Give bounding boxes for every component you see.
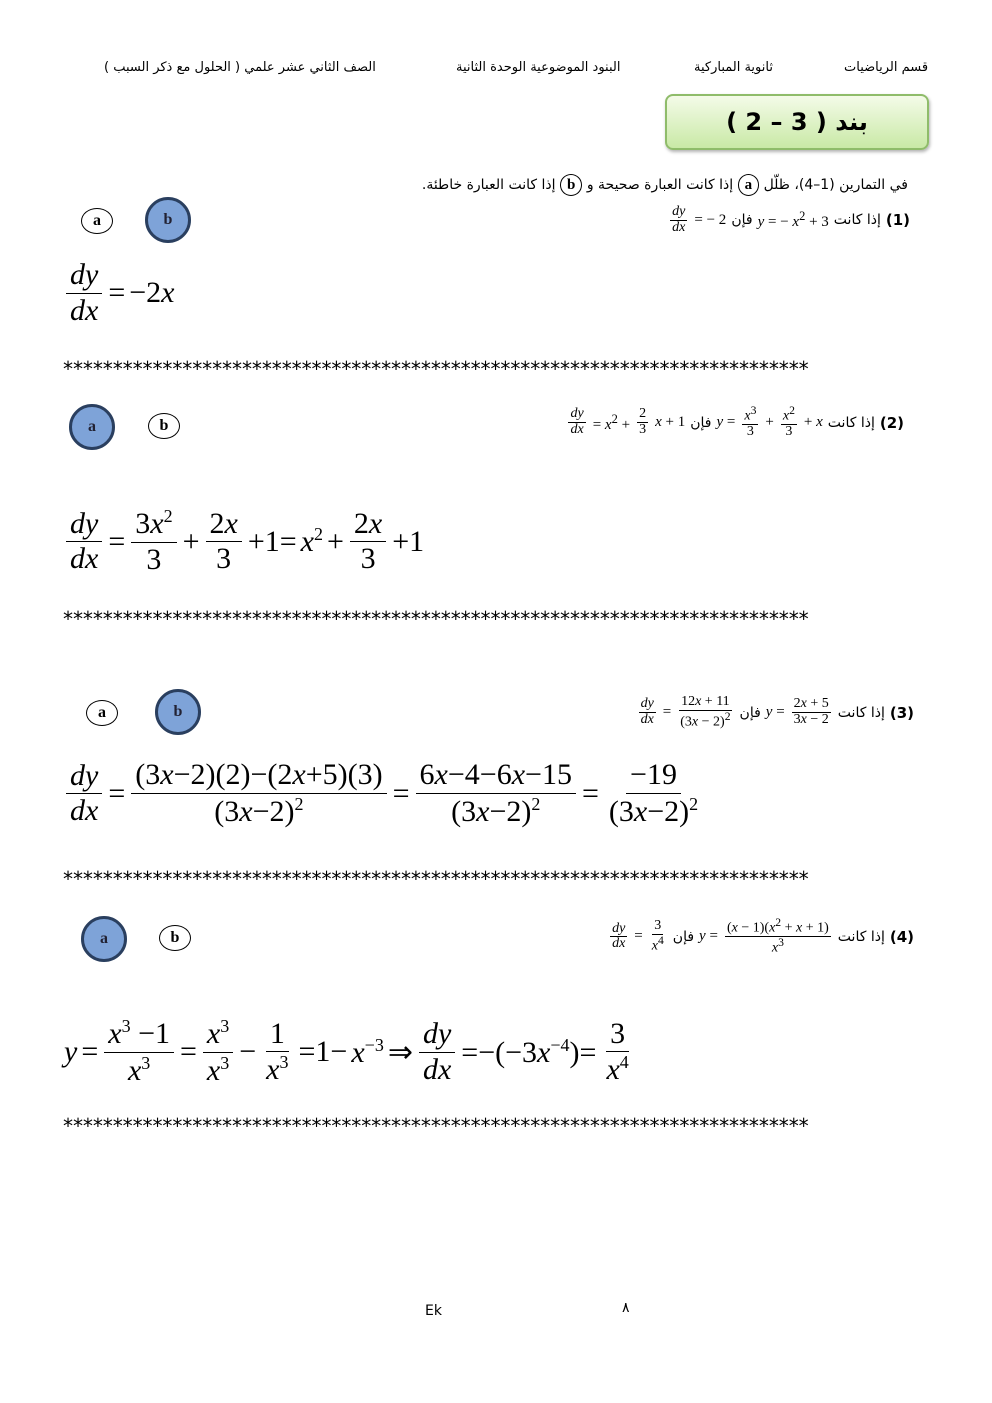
q1-solution: $\frac{dy}{dx}$ = −2x — [64, 258, 175, 328]
separator-1: *************************************************************************** — [62, 358, 808, 380]
instruction-option-a: a — [738, 174, 760, 196]
q4-then: فإن — [672, 928, 695, 945]
q3-if: إذا كانت — [837, 704, 885, 721]
header-school: ثانوية المباركية — [694, 60, 773, 75]
q4-number: (4) — [889, 927, 914, 946]
q4-if: إذا كانت — [837, 928, 885, 945]
q4-solution: y = $\frac{x^3 -1}{x^3}$ = $\frac{x^3}{x^3}$ − $\frac{1}{x^3}$ =1− $x^{-3}$ ⇒ $\frac{dy}{dx}$ $=-(-3x^{-4})=$ $\frac{3}{x^4}$ — [64, 1016, 629, 1087]
q4-option-b[interactable]: b — [159, 925, 191, 951]
q1-number: (1) — [885, 211, 910, 230]
q4-statement: $\frac{dy}{dx}$ = $\frac{3}{x^4}$ فإن y = $\frac{(x - 1)(x^2 + x + 1)}{x^3}$ إذا كانت (4) — [612, 916, 914, 956]
q3-statement: $\frac{dy}{dx}$ = $\frac{12x + 11}{(3x - 2)^2}$ فإن y = $\frac{2x + 5}{3x - 2}$ إذا كانت (3) — [640, 694, 914, 730]
instruction-part3: إذا كانت العبارة خاطئة. — [421, 177, 556, 193]
q1-statement: $\frac{dy}{dx}$ = − 2 فإن y = − $x^2 + 3$ إذا كانت (1) — [672, 204, 910, 235]
footer-author: Ek — [425, 1303, 442, 1319]
q1-option-a[interactable]: a — [81, 208, 113, 234]
header-grade: الصف الثاني عشر علمي ( الحلول مع ذكر السبب ) — [104, 60, 376, 75]
q3-number: (3) — [889, 703, 914, 722]
q3-solution: $\frac{dy}{dx}$ = $\frac{(3x-2)(2)-(2x+5)(3)}{(3x-2)^2}$ = $\frac{6x-4-6x-15}{(3x-2)^2}$ = $\frac{-19}{(3x-2)^2}$ — [64, 758, 704, 829]
instruction — [422, 174, 908, 196]
q2-number: (2) — [879, 413, 904, 432]
q3-option-b-selected[interactable]: b — [155, 689, 201, 735]
header-unit: البنود الموضوعية الوحدة الثانية — [456, 60, 621, 75]
instruction-part2: إذا كانت العبارة صحيحة و — [586, 177, 734, 193]
q2-statement: $\frac{dy}{dx}$ = $x^2$ + $\frac{2}{3}$ x + 1 فإن y = $\frac{x^3}{3}$ + $\frac{x^2}{3}$ + x إذا كانت (2) — [570, 404, 904, 440]
separator-2: *************************************************************************** — [62, 608, 808, 630]
q2-then: فإن — [690, 414, 712, 431]
separator-3: *************************************************************************** — [62, 868, 808, 890]
section-title: بند ( 3 – 2 ) — [665, 94, 929, 150]
q2-if: إذا كانت — [827, 414, 875, 431]
q2-option-a-selected[interactable]: a — [69, 404, 115, 450]
q2-solution: $\frac{dy}{dx}$ = $\frac{3x^2}{3}$ + $\frac{2x}{3}$ +1= $x^2$ + $\frac{2x}{3}$ +1 — [64, 506, 428, 577]
q2-option-b[interactable]: b — [148, 413, 180, 439]
q1-then: فإن — [731, 212, 753, 229]
q3-option-a[interactable]: a — [86, 700, 118, 726]
instruction-option-b: b — [560, 174, 582, 196]
q3-then: فإن — [739, 704, 761, 721]
header-department: قسم الرياضيات — [844, 60, 929, 75]
q4-option-a-selected[interactable]: a — [81, 916, 127, 962]
instruction-part1: في التمارين (1–4)، ظلّل — [763, 177, 908, 193]
q1-option-b-selected[interactable]: b — [145, 197, 191, 243]
q1-if: إذا كانت — [833, 212, 881, 229]
separator-4: *************************************************************************** — [62, 1115, 808, 1137]
footer-page-number: ٨ — [622, 1300, 630, 1316]
